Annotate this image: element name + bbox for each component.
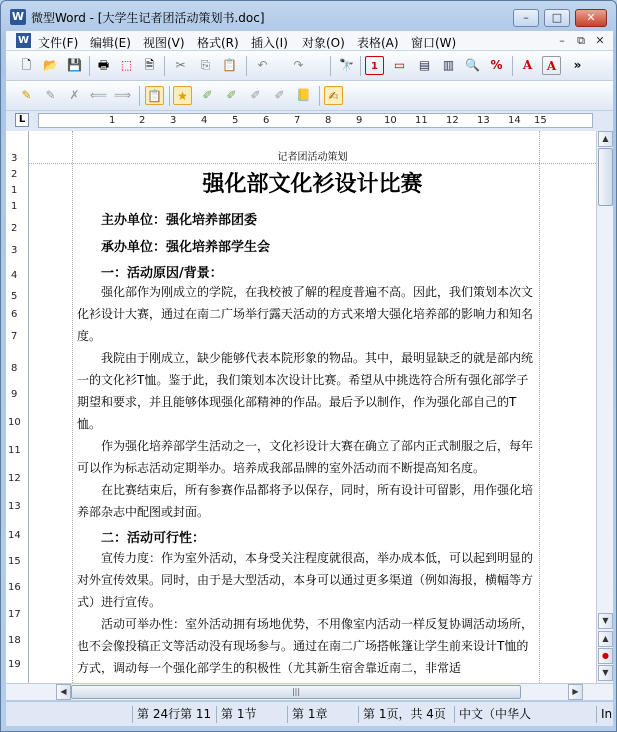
font-icon[interactable]: A — [522, 58, 533, 72]
ruler-number: 3 — [170, 115, 177, 126]
vertical-ruler[interactable] — [6, 131, 29, 683]
ruler-number: 7 — [294, 115, 301, 126]
toolbar-separator — [360, 56, 361, 76]
ruler-number: 4 — [201, 115, 208, 126]
close-button[interactable]: ✕ — [575, 9, 607, 27]
ruler-number: 10 — [384, 115, 397, 126]
page-layout-icon[interactable]: ▤ — [418, 58, 431, 72]
vertical-scroll-thumb[interactable] — [598, 148, 613, 206]
horizontal-scrollbar[interactable] — [6, 683, 613, 700]
select-browse-object-button[interactable]: ● — [598, 648, 613, 664]
ruler-number: 1 — [109, 115, 116, 126]
paragraph: 作为强化培养部学生活动之一，文化衫设计大赛在确立了部内正式制服之后，每年可以作为标志活动定期举办。培养成我部品牌的室外活动而不断提高知名度。 — [77, 439, 534, 475]
ruler-number: 9 — [356, 115, 363, 126]
standard-toolbar — [6, 51, 613, 81]
ruler-number: 17 — [8, 609, 21, 620]
page-header: 记者团活动策划 — [277, 152, 348, 163]
organizer-line: 主办单位：强化培养部团委 — [101, 213, 258, 228]
font-color-icon[interactable]: A — [542, 56, 561, 75]
window-title: 微型Word - [大学生记者团活动策划书.doc] — [31, 11, 265, 25]
menu-table[interactable]: 表格(A) — [357, 36, 399, 50]
scroll-down-button[interactable]: ▼ — [598, 613, 613, 629]
print-icon[interactable]: 🖶 — [97, 58, 110, 72]
toolbar-separator — [246, 56, 247, 76]
find-icon[interactable]: 🔭 — [339, 58, 354, 72]
marker-pen-icon[interactable]: ✐ — [202, 88, 213, 102]
co-organizer-line: 承办单位：强化培养部学生会 — [101, 240, 271, 255]
ruler-number: 14 — [8, 530, 21, 541]
new-document-icon[interactable]: 🗋 — [21, 58, 32, 72]
scroll-left-button[interactable]: ◀ — [56, 684, 71, 700]
section-heading: 二：活动可行性： — [101, 531, 206, 546]
ruler-number: 1 — [11, 185, 18, 196]
page-number-icon[interactable]: 1 — [365, 56, 384, 75]
ruler-number: 19 — [8, 659, 21, 670]
note-edit-icon[interactable]: ✎ — [45, 88, 56, 102]
ruler-number: 3 — [11, 153, 18, 164]
title-bar[interactable] — [1, 1, 616, 31]
ruler-number: 2 — [11, 223, 18, 234]
ruler-number: 8 — [325, 115, 332, 126]
note-delete-icon[interactable]: ✗ — [69, 88, 80, 102]
document-page[interactable] — [29, 131, 596, 683]
ruler-number: 8 — [11, 363, 18, 374]
open-folder-icon[interactable]: 📂 — [43, 58, 58, 72]
toolbar-separator — [89, 56, 90, 76]
next-page-button[interactable]: ▼ — [598, 665, 613, 681]
menu-object[interactable]: 对象(O) — [302, 36, 345, 50]
marker-pen-4-icon[interactable]: ✐ — [274, 88, 285, 102]
status-input-mode: In — [596, 706, 612, 723]
paragraph: 活动可举办性：室外活动拥有场地优势，不用像室内活动一样反复协调活动场所，也不会像投稿正文等活动没有现场参与。通过在南二广场搭帐篷让学生前来设计T恤的方式，调动每一个强化部学生的积极性（尤其新生宿舍靠近南二，非常适 — [77, 617, 534, 675]
columns-icon[interactable]: ▥ — [442, 58, 455, 72]
ruler-number: 12 — [446, 115, 459, 126]
paragraph: 我院由于刚成立，缺少能够代表本院形象的物品。其中，最明显缺乏的就是部内统一的文化衫T恤。鉴于此，我们策划本次设计比赛。希望从中挑选符合所有强化部学子期望和要求，并且能够体现强化部精神的作品。最后予以制作，作为强化部自己的T恤。 — [77, 351, 534, 431]
toolbar-separator — [169, 86, 170, 106]
document-title: 强化部文化衫设计比赛 — [202, 171, 423, 197]
note-next-icon[interactable]: ⟹ — [113, 88, 132, 102]
document-icon[interactable]: W — [17, 35, 30, 46]
print-preview-icon[interactable]: 🗎 — [144, 58, 155, 72]
ruler-number: 6 — [11, 309, 18, 320]
menu-view[interactable]: 视图(V) — [143, 36, 185, 50]
horizontal-ruler[interactable] — [38, 113, 593, 128]
status-page-count: 第 1页，共 4页 — [358, 706, 446, 723]
toolbar-separator — [164, 56, 165, 76]
ruler-number: 5 — [232, 115, 239, 126]
ruler-number: 13 — [8, 501, 21, 512]
redo-icon[interactable]: ↷ — [293, 58, 304, 72]
undo-icon[interactable]: ↶ — [257, 58, 268, 72]
marker-pen-3-icon[interactable]: ✐ — [250, 88, 261, 102]
ruler-number: 9 — [11, 389, 18, 400]
menu-edit[interactable]: 编辑(E) — [90, 36, 131, 50]
star-marker-icon[interactable]: ★ — [173, 86, 192, 105]
ruler-number: 11 — [8, 445, 21, 456]
ruler-number: 16 — [8, 582, 21, 593]
cut-icon[interactable]: ✂ — [175, 58, 186, 72]
ruler-number: 13 — [477, 115, 490, 126]
status-bar — [6, 701, 613, 726]
ruler-number: 14 — [508, 115, 521, 126]
horizontal-ruler-bar — [6, 111, 613, 131]
menu-insert[interactable]: 插入(I) — [251, 36, 288, 50]
ruler-number: 4 — [11, 270, 18, 281]
margin-guide-top — [29, 163, 596, 164]
copy-icon[interactable]: ⎘ — [200, 58, 211, 72]
menu-format[interactable]: 格式(R) — [197, 36, 239, 50]
scroll-up-button[interactable]: ▲ — [598, 131, 613, 147]
vertical-scrollbar[interactable] — [596, 131, 613, 683]
margin-guide-right — [539, 131, 540, 683]
ruler-number: 11 — [415, 115, 428, 126]
clipboard-icon[interactable]: 📋 — [145, 86, 164, 105]
status-section: 第 1节 — [216, 706, 256, 723]
status-chapter: 第 1章 — [287, 706, 327, 723]
note-add-icon[interactable]: ✎ — [21, 88, 32, 102]
toolbar-overflow-icon[interactable]: » — [573, 58, 582, 72]
previous-page-button[interactable]: ▲ — [598, 631, 613, 647]
edit-form-icon[interactable]: ✍ — [324, 86, 343, 105]
menu-bar — [6, 31, 613, 51]
insert-icon[interactable]: ▭ — [393, 58, 406, 72]
toolbar-separator — [330, 56, 331, 76]
status-line-column: 第 24行第 11 — [132, 706, 211, 723]
minimize-button[interactable]: – — [513, 9, 539, 27]
percent-icon[interactable]: % — [490, 58, 503, 72]
ruler-number: 6 — [263, 115, 270, 126]
pdf-icon[interactable]: ⬚ — [120, 58, 133, 72]
ruler-number: 15 — [8, 556, 21, 567]
note-prev-icon[interactable]: ⟸ — [89, 88, 108, 102]
ruler-number: 5 — [11, 291, 18, 302]
tab-stop-selector[interactable]: L — [15, 113, 29, 127]
toolbar-separator — [319, 86, 320, 106]
toolbar-separator — [512, 56, 513, 76]
paste-icon[interactable]: 📋 — [222, 58, 237, 72]
margin-guide-left — [72, 131, 73, 683]
ruler-number: 2 — [11, 169, 18, 180]
paragraph: 宣传力度：作为室外活动，本身受关注程度就很高，举办成本低，可以起到明显的对外宣传效果。同时，由于是大型活动，本身可以通过更多渠道（例如海报，横幅等方式）进行宣传。 — [77, 551, 534, 609]
marker-pen-2-icon[interactable]: ✐ — [226, 88, 237, 102]
menu-file[interactable]: 文件(F) — [38, 36, 79, 50]
paragraph: 在比赛结束后，所有参赛作品都将予以保存，同时，所有设计可留影，用作强化培养部杂志中配图或封面。 — [77, 483, 534, 519]
menu-window[interactable]: 窗口(W) — [411, 36, 457, 50]
ruler-number: 15 — [534, 115, 547, 126]
document-restore-button[interactable]: ⧉ — [577, 34, 585, 47]
notebook-icon[interactable]: 📒 — [296, 88, 311, 102]
maximize-button[interactable]: □ — [544, 9, 570, 27]
annotation-toolbar — [6, 81, 613, 111]
paragraph: 强化部作为刚成立的学院，在我校被了解的程度普遍不高。因此，我们策划本次文化衫设计大赛，通过在南二广场举行露天活动的方式来增大强化培养部的影响力和知名度。 — [77, 285, 534, 343]
ruler-number: 12 — [8, 473, 21, 484]
save-icon[interactable]: 💾 — [67, 58, 82, 72]
ruler-number: 10 — [8, 417, 21, 428]
word-app-icon[interactable]: W — [11, 10, 25, 23]
scroll-right-button[interactable]: ▶ — [568, 684, 583, 700]
ruler-number: 7 — [11, 331, 18, 342]
status-language: 中文（中华人 — [454, 706, 531, 723]
section-heading: 一：活动原因/背景： — [101, 266, 223, 281]
toolbar-separator — [139, 86, 140, 106]
document-minimize-button[interactable]: – — [559, 34, 565, 47]
ruler-number: 1 — [11, 201, 18, 212]
ruler-number: 3 — [11, 245, 18, 256]
horizontal-scroll-thumb[interactable]: ||| — [71, 685, 521, 699]
ruler-number: 18 — [8, 635, 21, 646]
zoom-icon[interactable]: 🔍 — [465, 58, 480, 72]
ruler-number: 2 — [139, 115, 146, 126]
document-close-button[interactable]: ✕ — [595, 34, 605, 47]
